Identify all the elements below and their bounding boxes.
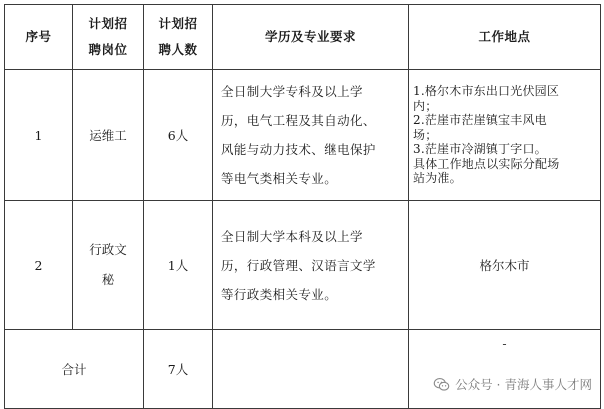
header-position [73, 5, 144, 70]
header-location: 工作地点 [409, 5, 601, 70]
recruitment-table [4, 4, 601, 409]
location-line: 站为准。 [413, 171, 462, 186]
total-location [409, 330, 601, 409]
location-line: 场； [413, 127, 438, 142]
header-position-line: 计划招 [88, 16, 128, 31]
cell-count: 1人 [144, 201, 213, 330]
cell-location: 格尔木市 [409, 201, 601, 330]
total-label: 合计 [5, 330, 144, 409]
education-line: 历，行政管理、汉语言文学 [221, 257, 376, 273]
header-count-line: 聘人数 [158, 42, 198, 57]
cell-position [73, 201, 144, 330]
education-line: 历，电气工程及其自动化、 [221, 113, 376, 128]
total-education [213, 330, 409, 409]
location-line: 2.茫崖市茫崖镇宝丰风电 [413, 113, 547, 128]
education-line: 全日制大学本科及以上学 [221, 228, 363, 244]
header-position-line: 聘岗位 [88, 42, 128, 57]
cell-seq: 2 [5, 201, 73, 330]
cell-seq: 1 [5, 70, 73, 201]
education-line: 风能与动力技术、继电保护 [221, 142, 376, 157]
location-line: 1.格尔木市东出口光伏园区 [413, 84, 560, 99]
watermark-text: 公众号 · 青海人事人才网 [455, 377, 592, 392]
location-line: 3.茫崖市冷湖镇丁字口。 [413, 142, 547, 157]
position-line: 秘 [101, 272, 115, 287]
cell-education [213, 201, 409, 330]
wechat-icon [433, 376, 450, 393]
header-education: 学历及专业要求 [213, 5, 409, 70]
cell-position: 运维工 [73, 70, 144, 201]
total-row [5, 330, 601, 409]
total-location-dash: - [502, 336, 507, 351]
total-count: 7人 [144, 330, 213, 409]
watermark [433, 375, 592, 393]
cell-location [409, 70, 601, 201]
header-seq: 序号 [5, 5, 73, 70]
table-row [5, 70, 601, 201]
header-count-line: 计划招 [158, 16, 198, 31]
education-line: 全日制大学专科及以上学 [221, 84, 363, 99]
position-line: 行政文 [89, 242, 127, 257]
location-line: 内； [413, 98, 438, 113]
table-row [5, 201, 601, 330]
header-row [5, 5, 601, 70]
education-line: 等电气类相关专业。 [221, 171, 338, 186]
education-line: 等行政类相关专业。 [221, 286, 338, 302]
location-line: 具体工作地点以实际分配场 [413, 156, 560, 171]
cell-education [213, 70, 409, 201]
header-count [144, 5, 213, 70]
cell-count: 6人 [144, 70, 213, 201]
